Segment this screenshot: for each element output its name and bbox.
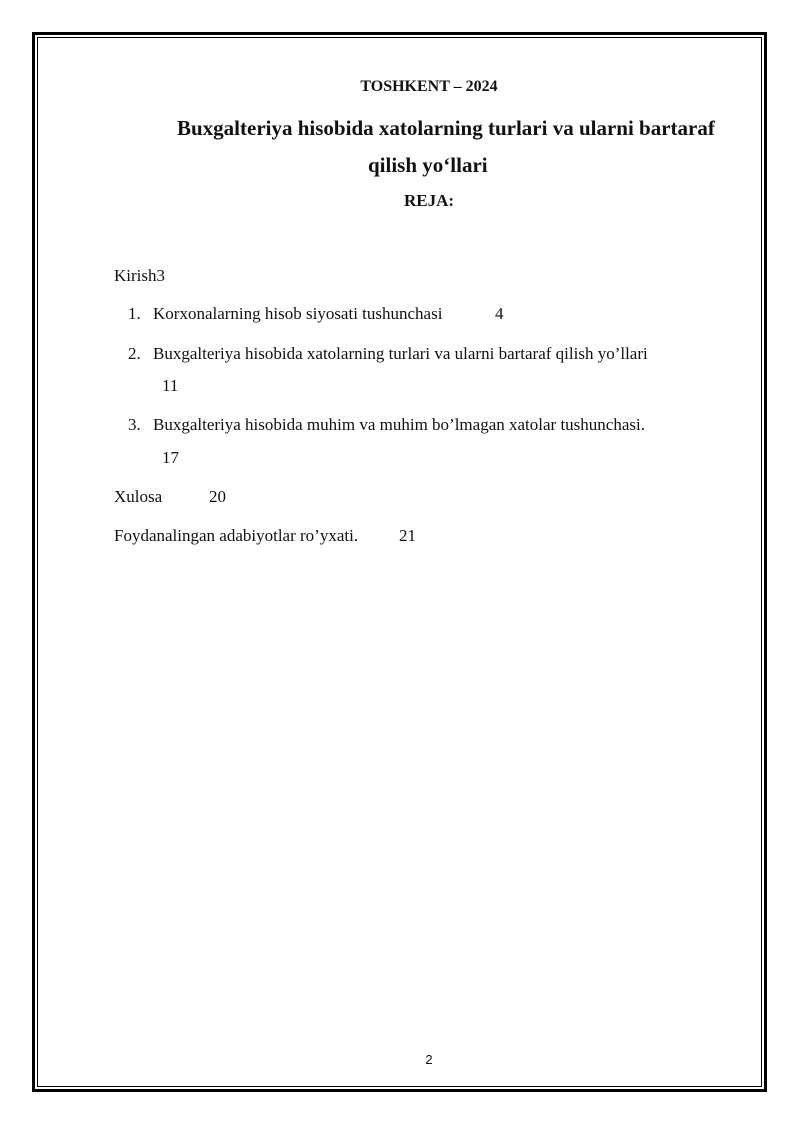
city-year: TOSHKENT – 2024	[360, 78, 498, 95]
page-number: 2	[425, 1052, 433, 1067]
toc-item-label: Buxgalteriya hisobida muhim va muhim bo’lmagan xatolar tushunchasi.	[153, 415, 645, 434]
toc-item-number: 2.	[128, 344, 141, 363]
document-title-line-1: Buxgalteriya hisobida xatolarning turlari va ularni bartaraf	[177, 116, 715, 140]
toc-intro	[114, 266, 165, 286]
toc-conclusion-label: Xulosa	[114, 487, 163, 506]
toc-item-page: 4	[495, 304, 504, 323]
toc-intro-label: Kirish	[114, 266, 157, 285]
toc-intro-page: 3	[156, 266, 165, 285]
toc-references-page: 21	[399, 526, 416, 545]
toc-item-page: 11	[162, 376, 179, 395]
toc-references-label: Foydanalingan adabiyotlar ro’yxati.	[114, 526, 359, 545]
toc-item-label: Buxgalteriya hisobida xatolarning turlari va ularni bartaraf qilish yo’llari	[153, 344, 648, 363]
toc-item-page: 17	[162, 448, 179, 467]
plan-heading: REJA:	[403, 191, 455, 210]
toc-item-label: Korxonalarning hisob siyosati tushunchasi	[153, 304, 443, 323]
toc-item-number: 3.	[128, 415, 141, 434]
toc-item-number: 1.	[128, 304, 141, 323]
toc-conclusion-page: 20	[209, 487, 226, 506]
document-title-line-2: qilish yo‘llari	[368, 153, 488, 177]
